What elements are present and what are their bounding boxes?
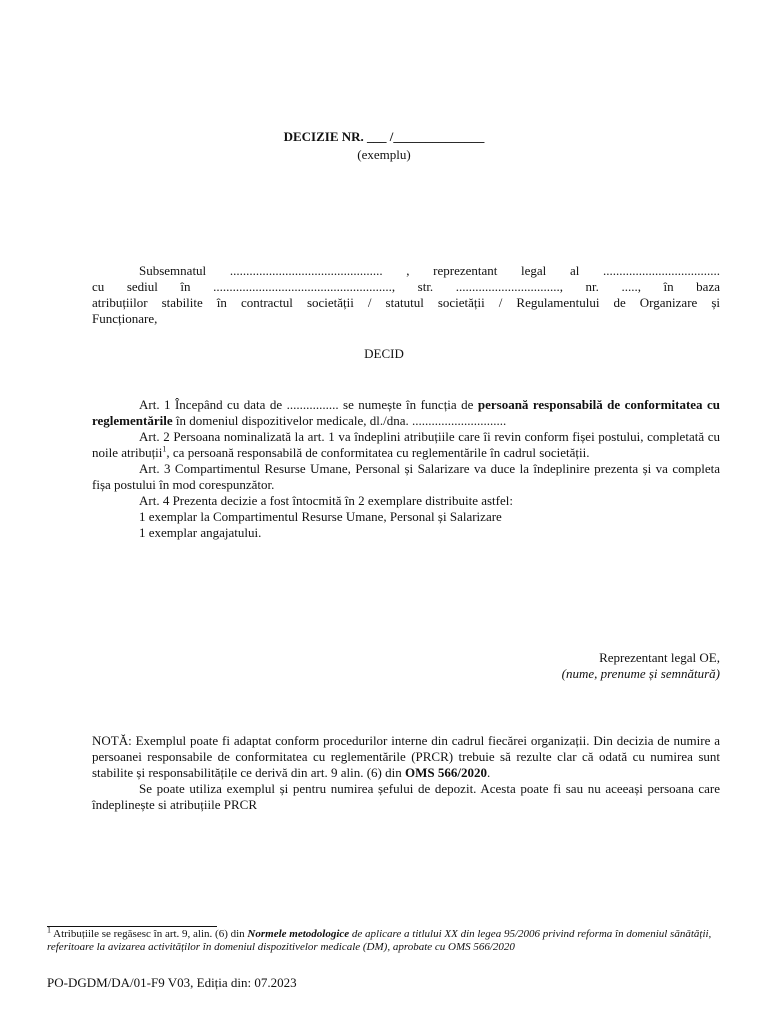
- footnote-bold: Normele metodologice: [247, 928, 350, 940]
- decision-title: DECIZIE NR. ___ /______________: [283, 129, 485, 144]
- article-1-role: persoană responsabilă de conformitatea cu reglementările: [92, 397, 720, 428]
- signature-subtitle: (nume, prenume și semnătură): [561, 666, 720, 681]
- article-4-item-2: 1 exemplar angajatului.: [139, 525, 262, 540]
- note-section: [92, 733, 720, 813]
- note-oms-ref: OMS 566/2020: [405, 765, 487, 780]
- intro-line-2: cu sediul în ......................................................., str. ................................, nr. ....., în baza: [92, 279, 720, 294]
- intro-line-4: Funcționare,: [92, 311, 158, 326]
- article-2: Art. 2 Persoana nominalizată la art. 1 va îndeplini atribuțiile care îi revin conform fișei postului, completată cu noile atribuții$^1$, ca persoană responsabilă de conformitatea cu reglementările în cadrul societății.: [92, 429, 720, 460]
- footnote-divider: [47, 926, 217, 927]
- signature-title: Reprezentant legal OE,: [599, 650, 720, 665]
- decid-heading: DECID: [364, 346, 404, 361]
- document-footer: PO-DGDM/DA/01-F9 V03, Ediția din: 07.2023: [47, 975, 297, 990]
- note-paragraph-2: Se poate utiliza exemplul și pentru numirea șefului de depozit. Acesta poate fi sau nu aceeași persoana care îndeplinește si atribuțiile PRCR: [92, 781, 720, 812]
- article-1: Art. 1 Începând cu data de ................ se numește în funcția de persoană responsabilă de conformitatea cu reglementările în domeniul dispozitivelor medicale, dl./dna. .............................: [92, 397, 720, 428]
- footnote-ref: 1: [162, 444, 167, 454]
- footnote: $^1$ Atribuțiile se regăsesc în art. 9, alin. (6) din Normele metodologice de aplicare a titlului XX din legea 95/2006 privind reforma în domeniul sănătății, referitoare la avizarea activităților în domeniul dispozitivelor medicale (DM), aprobate cu OMS 566/2020: [47, 925, 712, 953]
- decision-subtitle: (exemplu): [357, 147, 411, 162]
- article-3: Art. 3 Compartimentul Resurse Umane, Personal și Salarizare va duce la îndeplinire prezenta și va completa fișa postului în mod corespunzător.: [92, 461, 720, 492]
- intro-line-3: atribuțiilor stabilite în contractul societății / statutul societății / Regulamentului de Organizare și: [92, 295, 720, 310]
- note-paragraph-1: NOTĂ: Exemplul poate fi adaptat conform procedurilor interne din cadrul fiecărei organizații. Din decizia de numire a persoanei responsabile de conformitatea cu reglementările (PRCR) trebuie să rezulte clar că odată cu numirea sunt stabilite și responsabilitățile ce derivă din art. 9 alin. (6) din OMS 566/2020.: [92, 733, 720, 780]
- footnote-mark: 1: [47, 925, 51, 935]
- article-4: Art. 4 Prezenta decizie a fost întocmită în 2 exemplare distribuite astfel:: [139, 493, 513, 508]
- articles-section: [92, 397, 720, 541]
- intro-line-1: Subsemnatul ............................................... , reprezentant legal al ....................................: [139, 263, 720, 278]
- article-4-item-1: 1 exemplar la Compartimentul Resurse Umane, Personal și Salarizare: [139, 509, 502, 524]
- intro-paragraph: [92, 263, 720, 327]
